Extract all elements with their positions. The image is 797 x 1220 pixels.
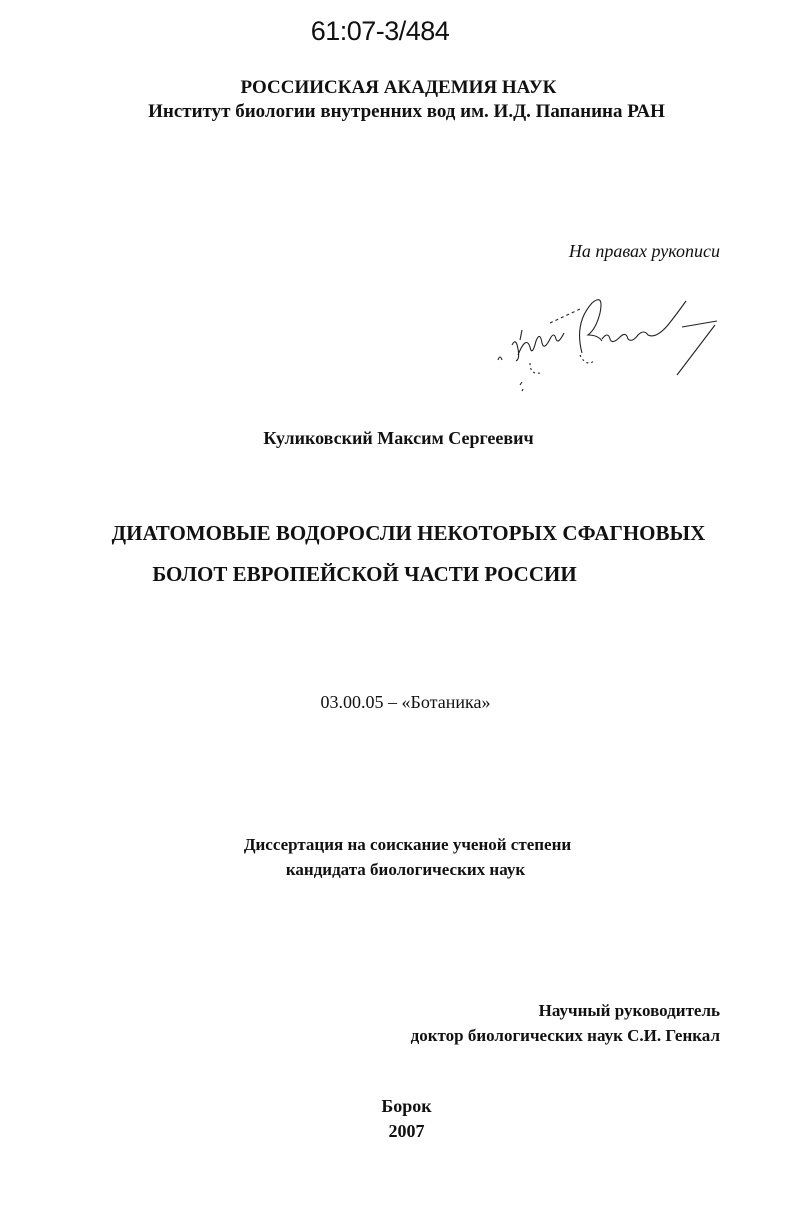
academy-name: РОССИИСКАЯ АКАДЕМИЯ НАУК <box>240 77 557 98</box>
degree-line-1: Диссертация на соискание ученой степени <box>243 835 572 854</box>
year: 2007 <box>388 1121 425 1141</box>
institute-name: Институт биологии внутренних вод им. И.Д. Папанина РАН <box>148 101 665 122</box>
specialty: 03.00.05 – «Ботаника» <box>320 692 491 712</box>
title-line-2: БОЛОТ ЕВРОПЕЙСКОЙ ЧАСТИ РОССИИ <box>152 562 577 586</box>
degree-line-2: кандидата биологических наук <box>285 860 526 879</box>
place: Борок <box>381 1096 432 1116</box>
author-name: Куликовский Максим Сергеевич <box>263 428 534 448</box>
manuscript-note: На правах рукописи <box>568 241 720 261</box>
supervisor-label: Научный руководитель <box>538 1001 720 1020</box>
author-signature <box>490 285 730 400</box>
archive-code: 61:07-3/484 <box>310 16 450 46</box>
supervisor-name: доктор биологических наук С.И. Генкал <box>410 1026 720 1045</box>
title-line-1: ДИАТОМОВЫЕ ВОДОРОСЛИ НЕКОТОРЫХ СФАГНОВЫХ <box>111 521 706 545</box>
